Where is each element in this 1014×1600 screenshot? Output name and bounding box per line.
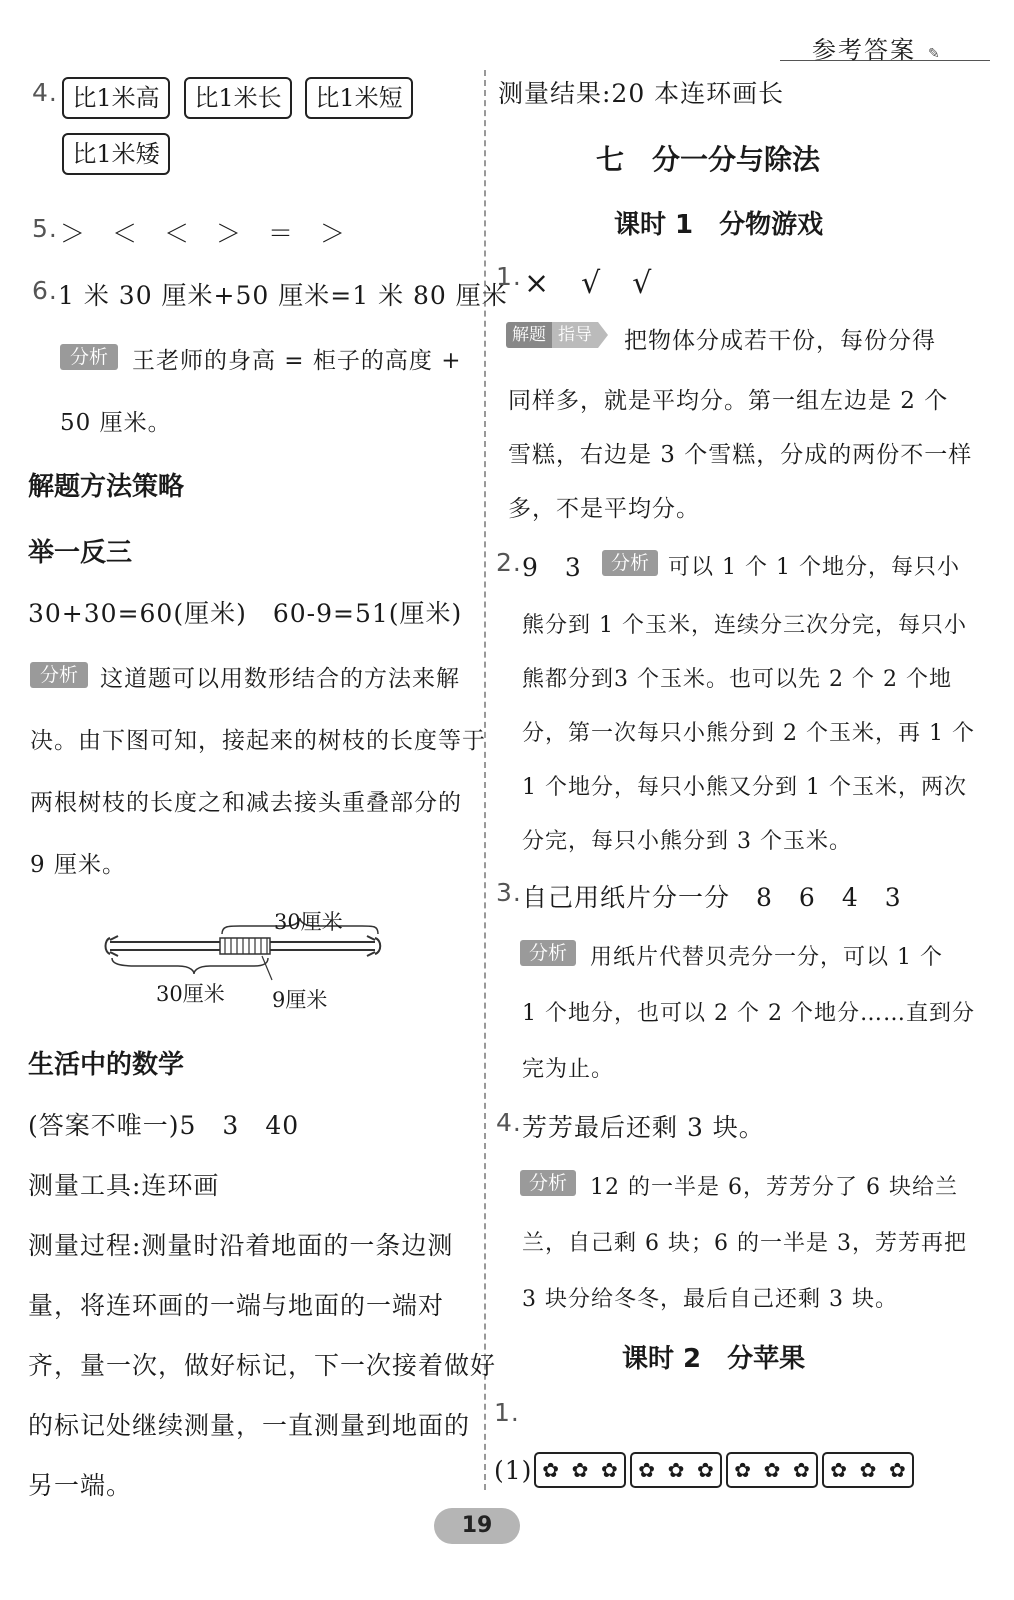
example-analysis-line-3: 两根树枝的长度之和减去接头重叠部分的 bbox=[30, 790, 462, 816]
r-q2-number: 2. bbox=[496, 548, 522, 577]
figure-label-bottom: 30厘米 bbox=[156, 982, 225, 1006]
example-analysis-line-1: 这道题可以用数形结合的方法来解 bbox=[100, 666, 460, 692]
measure-result: 测量结果:20 本连环画长 bbox=[498, 79, 785, 108]
r-q2-analysis-line-5: 1 个地分，每只小熊又分到 1 个玉米，两次 bbox=[522, 775, 967, 800]
flower-icon: ✿ bbox=[667, 1458, 685, 1482]
flower-icon: ✿ bbox=[792, 1458, 810, 1482]
section-title-example: 举一反三 bbox=[28, 538, 133, 568]
flower-icon: ✿ bbox=[571, 1458, 589, 1482]
r-q4-number: 4. bbox=[496, 1108, 522, 1137]
r-q3-answer: 自己用纸片分一分 8 6 4 3 bbox=[522, 883, 902, 912]
example-analysis-line-4: 9 厘米。 bbox=[30, 852, 126, 878]
r-q2-answer: 9 3 bbox=[522, 553, 582, 582]
lesson-1-title: 课时 1 分物游戏 bbox=[614, 210, 824, 240]
figure-label-top: 30厘米 bbox=[274, 910, 343, 934]
q4-box-3: 比1米短 bbox=[305, 77, 413, 119]
q5-answer: ＞ ＜ ＜ ＞ ＝ ＞ bbox=[60, 219, 347, 248]
q6-analysis-line-1: 王老师的身高 = 柜子的高度 + bbox=[132, 348, 462, 374]
r-q4-answer: 芳芳最后还剩 3 块。 bbox=[522, 1113, 765, 1142]
r-q1-guide-line-2: 同样多，就是平均分。第一组左边是 2 个 bbox=[508, 388, 949, 414]
branch-figure bbox=[100, 900, 400, 1010]
chapter-title: 七 分一分与除法 bbox=[596, 143, 821, 176]
measure-process-line-4: 的标记处继续测量，一直测量到地面的 bbox=[28, 1411, 471, 1440]
r-q4-analysis-line-3: 3 块分给冬冬，最后自己还剩 3 块。 bbox=[522, 1287, 898, 1312]
flower-icon: ✿ bbox=[696, 1458, 714, 1482]
measure-process-line-5: 另一端。 bbox=[28, 1471, 133, 1500]
r-q2-analysis-line-3: 熊都分到3 个玉米。也可以先 2 个 2 个地 bbox=[522, 667, 952, 692]
flower-group bbox=[534, 1452, 626, 1488]
q6-analysis-line-2: 50 厘米。 bbox=[60, 410, 172, 436]
guide-badge-b: 指导 bbox=[552, 322, 598, 348]
measure-process-line-1: 测量过程:测量时沿着地面的一条边测 bbox=[28, 1231, 454, 1260]
measure-process-line-2: 量，将连环画的一端与地面的一端对 bbox=[28, 1291, 445, 1320]
l2-q1-sub1-label: (1) bbox=[494, 1456, 533, 1485]
example-analysis-line-2: 决。由下图可知，接起来的树枝的长度等于 bbox=[30, 728, 486, 754]
r-q2-analysis-line-6: 分完，每只小熊分到 3 个玉米。 bbox=[522, 829, 852, 854]
example-equation: 30+30=60(厘米) 60-9=51(厘米) bbox=[28, 599, 463, 628]
flower-icon: ✿ bbox=[888, 1458, 906, 1482]
q4-number: 4. bbox=[32, 78, 58, 107]
header-pen-icon: ✎ bbox=[928, 46, 940, 62]
page-number: 19 bbox=[434, 1508, 520, 1544]
flower-icon: ✿ bbox=[638, 1458, 656, 1482]
flower-icon: ✿ bbox=[830, 1458, 848, 1482]
r-q2-analysis-line-1: 可以 1 个 1 个地分，每只小 bbox=[668, 555, 960, 580]
r-q1-guide-line-4: 多，不是平均分。 bbox=[508, 496, 700, 522]
guide-badge-a: 解题 bbox=[506, 322, 552, 348]
lesson-2-title: 课时 2 分苹果 bbox=[622, 1344, 806, 1374]
r-q2-analysis-line-4: 分，第一次每只小熊分到 2 个玉米，再 1 个 bbox=[522, 721, 975, 746]
flower-icon: ✿ bbox=[763, 1458, 781, 1482]
flower-group bbox=[822, 1452, 914, 1488]
flower-groups bbox=[534, 1452, 914, 1488]
figure-label-overlap: 9厘米 bbox=[272, 988, 328, 1012]
r-q1-guide-line-1: 把物体分成若干份，每份分得 bbox=[624, 328, 936, 354]
r-q3-analysis-line-1: 用纸片代替贝壳分一分，可以 1 个 bbox=[590, 945, 943, 970]
analysis-badge: 分析 bbox=[520, 940, 576, 966]
r-q1-guide-line-3: 雪糕，右边是 3 个雪糕，分成的两份不一样 bbox=[508, 442, 973, 468]
measure-process-line-3: 齐，量一次，做好标记，下一次接着做好 bbox=[28, 1351, 497, 1380]
q4-box-4: 比1米矮 bbox=[62, 133, 170, 175]
flower-icon: ✿ bbox=[542, 1458, 560, 1482]
flower-group bbox=[630, 1452, 722, 1488]
life-answer: (答案不唯一)5 3 40 bbox=[28, 1111, 300, 1140]
r-q1-marks: × √ √ bbox=[524, 266, 653, 301]
r-q2-analysis-line-2: 熊分到 1 个玉米，连续分三次分完，每只小 bbox=[522, 613, 967, 638]
l2-q1-number: 1. bbox=[494, 1398, 520, 1427]
r-q1-number: 1. bbox=[496, 262, 522, 291]
analysis-badge: 分析 bbox=[520, 1170, 576, 1196]
r-q3-number: 3. bbox=[496, 878, 522, 907]
guide-arrow-icon bbox=[598, 322, 608, 348]
q6-answer: 1 米 30 厘米+50 厘米=1 米 80 厘米 bbox=[58, 281, 508, 310]
r-q4-analysis-line-2: 兰，自己剩 6 块；6 的一半是 3，芳芳再把 bbox=[522, 1231, 967, 1256]
q5-number: 5. bbox=[32, 214, 58, 243]
analysis-badge: 分析 bbox=[60, 344, 118, 370]
r-q3-analysis-line-3: 完为止。 bbox=[522, 1057, 615, 1082]
q6-number: 6. bbox=[32, 276, 58, 305]
r-q4-analysis-line-1: 12 的一半是 6，芳芳分了 6 块给兰 bbox=[590, 1175, 958, 1200]
section-title-life: 生活中的数学 bbox=[28, 1050, 185, 1080]
flower-group bbox=[726, 1452, 818, 1488]
flower-icon: ✿ bbox=[859, 1458, 877, 1482]
section-title-strategy: 解题方法策略 bbox=[28, 472, 185, 502]
r-q3-analysis-line-2: 1 个地分，也可以 2 个 2 个地分……直到分 bbox=[522, 1001, 975, 1026]
q4-box-2: 比1米长 bbox=[184, 77, 292, 119]
flower-icon: ✿ bbox=[600, 1458, 618, 1482]
analysis-badge: 分析 bbox=[30, 662, 88, 688]
flower-icon: ✿ bbox=[734, 1458, 752, 1482]
q4-box-1: 比1米高 bbox=[62, 77, 170, 119]
measure-tool: 测量工具:连环画 bbox=[28, 1171, 220, 1200]
header-title: 参考答案 bbox=[812, 36, 916, 64]
analysis-badge: 分析 bbox=[602, 550, 658, 576]
